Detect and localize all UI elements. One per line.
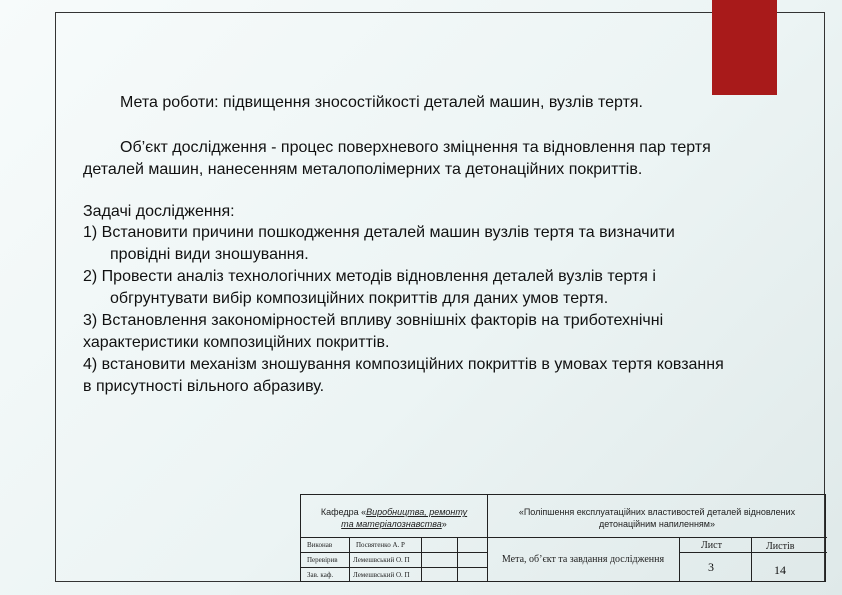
department-name-2: та матеріалознавства: [341, 519, 442, 529]
sheet-label: Лист: [701, 540, 722, 551]
department-cell: [301, 495, 487, 537]
stamp-line: [301, 537, 827, 538]
title-block: [300, 494, 826, 582]
stamp-line: [301, 552, 487, 553]
research-object-line-1: Об’єкт дослідження - процес поверхневого зміцнення та відновлення пар тертя: [120, 139, 711, 156]
stamp-line: [751, 537, 752, 581]
document-title: Мета, об’єкт та завдання дослідження: [501, 554, 665, 565]
task-item: [83, 310, 724, 354]
stamp-line: [679, 537, 680, 581]
row-name-2: Лемешвський О. П: [353, 556, 410, 564]
tasks-title: Задачі дослідження:: [83, 203, 235, 220]
work-goal: Мета роботи: підвищення зносостійкості деталей машин, вузлів тертя.: [120, 94, 643, 111]
task-3-line-1: 3) Встановлення закономірностей впливу зовнішніх факторів на триботехнічні: [83, 312, 664, 329]
task-item: [83, 222, 724, 266]
task-2-line-1: 2) Провести аналіз технологічних методів відновлення деталей вузлів тертя і: [83, 268, 656, 285]
stamp-line: [301, 567, 487, 568]
research-object-line-2: деталей машин, нанесенням металополімерних та детонаційних покриттів.: [83, 161, 643, 178]
task-item: [83, 354, 724, 398]
row-label-1: Виконав: [307, 541, 333, 549]
row-label-2: Перевірив: [307, 556, 338, 564]
task-item: [83, 266, 724, 310]
row-name-1: Посвятенко А. Р: [356, 541, 405, 549]
stamp-line: [421, 537, 422, 581]
row-name-3: Лемешвський О. П: [353, 571, 410, 579]
stamp-line: [349, 537, 350, 581]
sheets-label: Листів: [766, 541, 795, 552]
stamp-line: [679, 552, 827, 553]
row-label-3: Зав. каф.: [307, 571, 334, 579]
department-prefix: Кафедра «: [320, 507, 367, 517]
task-4-line-1: 4) встановити механізм зношування композиційних покриттів в умовах тертя ковзання: [83, 356, 724, 373]
task-4-line-2: в присутності вільного абразиву.: [83, 378, 325, 395]
department-suffix: »: [441, 519, 447, 529]
sheets-total: 14: [774, 563, 786, 577]
task-3-line-2: характеристики композиційних покриттів.: [83, 334, 390, 351]
task-2-line-2: обгрунтувати вибір композиційних покриттів для даних умов тертя.: [110, 290, 609, 307]
research-object: [83, 137, 803, 181]
task-1-line-2: провідні види зношування.: [110, 246, 309, 263]
accent-bar: [712, 0, 777, 95]
sheet-number: 3: [708, 560, 714, 574]
project-title: «Поліпшення експлуатаційних властивостей деталей відновлених детонаційним напиленням»: [518, 507, 796, 529]
tasks-list: [83, 222, 724, 398]
department-name-1: Виробництва, ремонту: [366, 507, 468, 517]
stamp-line: [487, 495, 488, 581]
stamp-line: [457, 537, 458, 581]
task-1-line-1: 1) Встановити причини пошкодження деталей машин вузлів тертя та визначити: [83, 224, 675, 241]
